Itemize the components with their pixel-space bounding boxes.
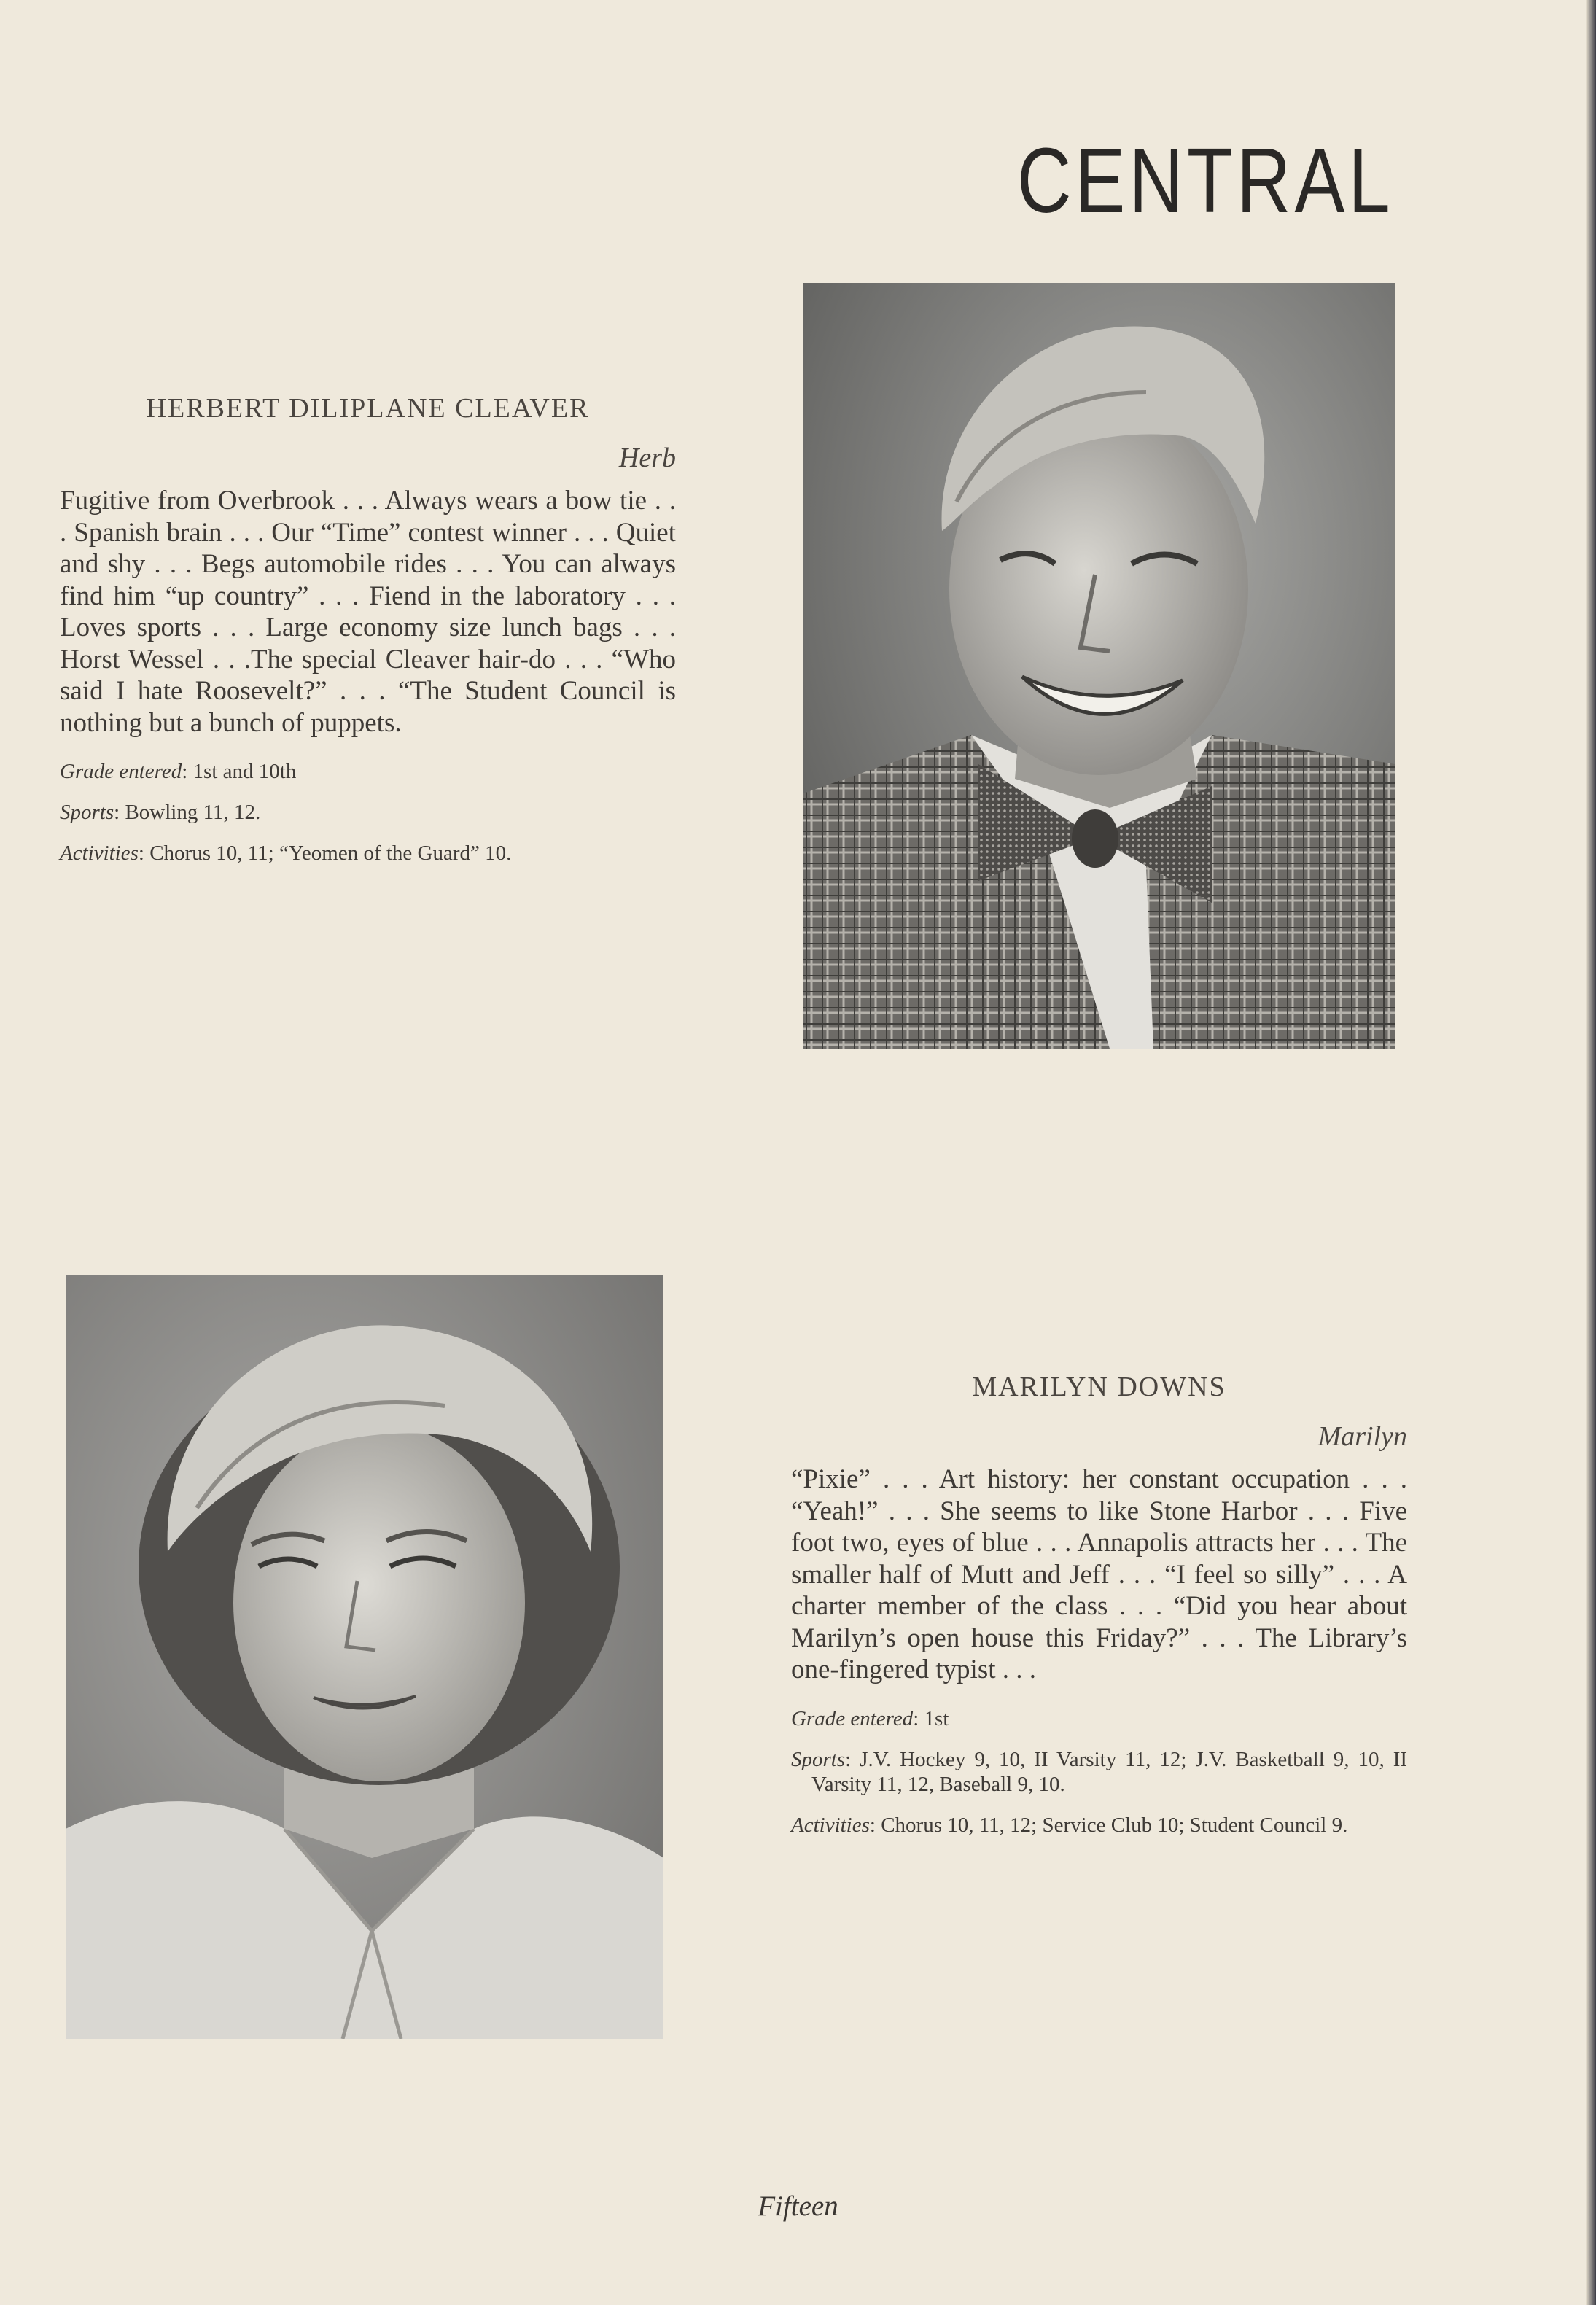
student-facts — [60, 759, 676, 866]
student-nickname: Marilyn — [1317, 1420, 1407, 1452]
fact-grade-entered: Grade entered: 1st — [791, 1706, 949, 1730]
page-edge — [1586, 0, 1596, 2305]
page-number: Fifteen — [758, 2191, 838, 2222]
fact-sports: Sports: J.V. Hockey 9, 10, II Varsity 11, 12; J.V. Basketball 9, 10, II Varsity 11, 12, Baseball 9, 10. — [791, 1747, 1408, 1796]
fact-activities: Activities: Chorus 10, 11, 12; Service Club 10; Student Council 9. — [791, 1813, 1348, 1837]
student-nickname: Herb — [618, 442, 676, 473]
student-name: MARILYN DOWNS — [972, 1372, 1226, 1402]
fact-activities: Activities: Chorus 10, 11; “Yeomen of the Guard” 10. — [60, 841, 512, 866]
student-name: HERBERT DILIPLANE CLEAVER — [146, 393, 590, 424]
portrait-young-woman-icon — [66, 1275, 663, 2039]
portrait-photo-cleaver — [803, 283, 1395, 1049]
student-entry-cleaver — [60, 392, 676, 882]
page-title: CENTRAL — [1017, 129, 1394, 232]
student-bio: “Pixie” . . . Art history: her constant occupation . . . “Yeah!” . . . She seems to like Stone Harbor . . . Five foot two, eyes of blue . . . Annapolis attracts her . . . The smaller half of Mutt and Jeff . . . “I feel so silly” . . . A charter member of the class . . . “Did you hear about Marilyn’s open house this Friday?” . . . The Library’s one-fingered typist . . . — [791, 1464, 1407, 1685]
student-entry-downs — [791, 1371, 1407, 1854]
portrait-photo-downs — [66, 1275, 663, 2039]
student-facts — [791, 1706, 1407, 1838]
portrait-young-man-bow-tie-icon — [803, 283, 1395, 1049]
student-bio: Fugitive from Overbrook . . . Always wears a bow tie . . . Spanish brain . . . Our “Time” contest winner . . . Quiet and shy . . . Begs automobile rides . . . You can always find him “up country” . . . Fiend in the laboratory . . . Loves sports . . . Large economy size lunch bags . . . Horst Wessel . . .The special Cleaver hair-do . . . “Who said I hate Roosevelt?” . . . “The Student Council is nothing but a bunch of puppets. — [60, 486, 676, 738]
fact-sports: Sports: Bowling 11, 12. — [60, 801, 261, 825]
fact-grade-entered: Grade entered: 1st and 10th — [60, 760, 297, 784]
